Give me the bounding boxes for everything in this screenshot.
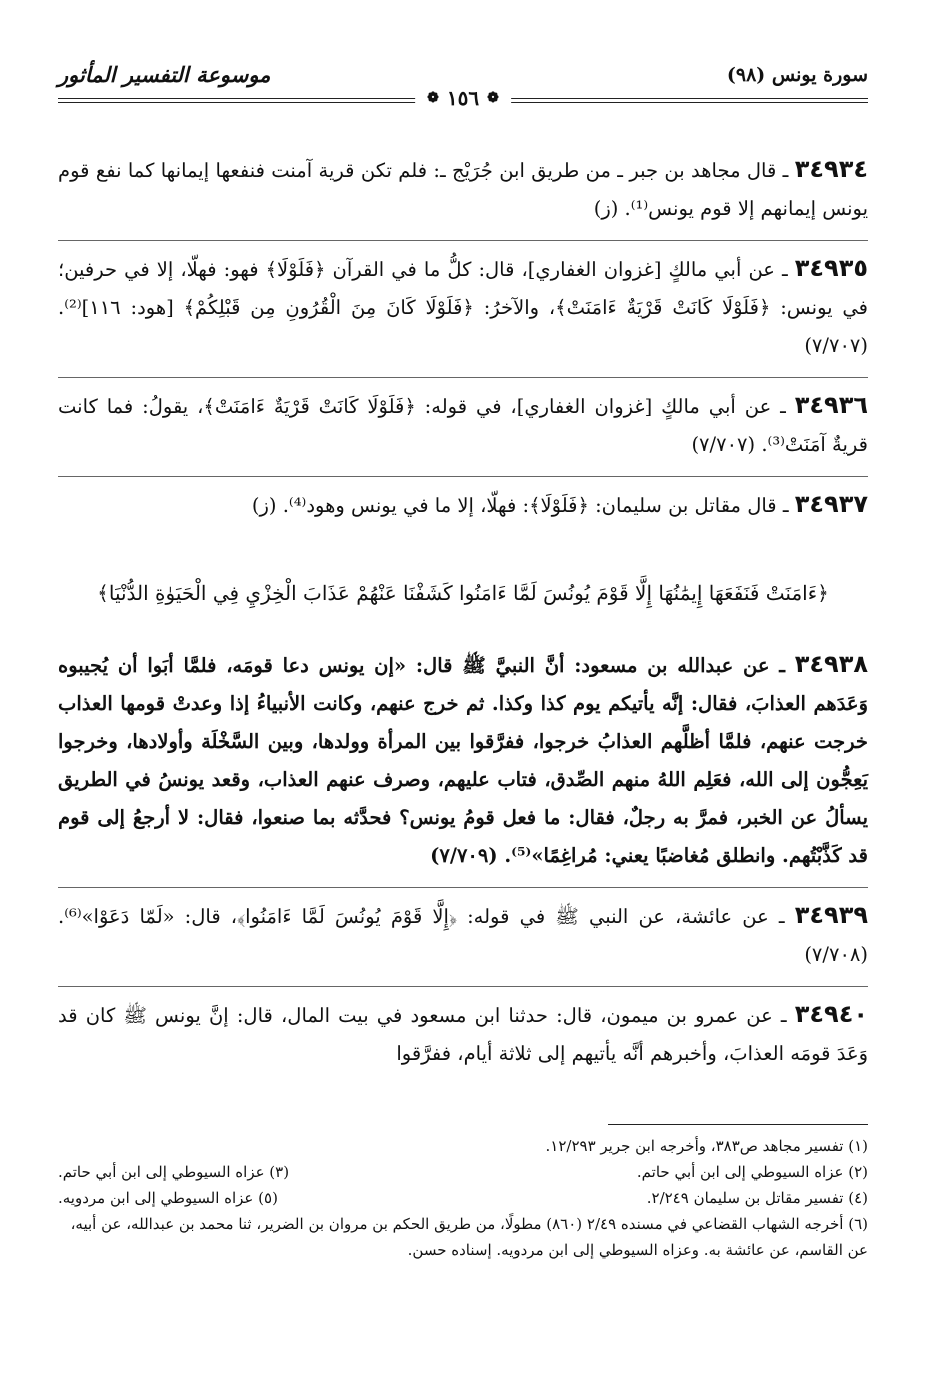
quran-verse: ﴿ءَامَنَتْ فَنَفَعَهَا إِيمَٰنُهَا إِلَّا قَوْمَ يُونُسَ لَمَّا ءَامَنُوا كَشَفْنَا عَنْهُمْ عَذَابَ الْخِزْيِ فِي الْحَيَوٰةِ الدُّنْيَا﴾ [97, 581, 829, 605]
footnote: (٣) عزاه السيوطي إلى ابن أبي حاتم. [58, 1163, 290, 1181]
entry-text: ـ عن عائشة، عن النبي ﷺ في قوله: ﴿إِلَّا قَوْمَ يُونُسَ لَمَّا ءَامَنُوا﴾، قال: «لَمّا دَعَوْا»⁽⁶⁾. (٧/٧٠٨) [58, 905, 868, 966]
entry [58, 645, 868, 881]
footnote-row [58, 1159, 868, 1185]
ornament-icon: ❁ [427, 90, 439, 106]
footnote: (٥) عزاه السيوطي إلى ابن مردويه. [58, 1189, 278, 1207]
page-number-box [415, 86, 511, 110]
entry-number: ٣٤٩٣٧ [794, 490, 868, 518]
entry [58, 485, 868, 531]
entry [58, 386, 868, 470]
footnote-row [58, 1185, 868, 1211]
footnotes [58, 1124, 868, 1263]
entry-text: ـ عن أبي مالكٍ [غزوان الغفاري]، في قوله: ﴿فَلَوْلَا كَانَتْ قَرْيَةٌ ءَامَنَتْ﴾، يقولُ: فما كانت قريةٌ آمَنَتْ⁽³⁾. (٧/٧٠٧) [58, 395, 868, 456]
entry-number: ٣٤٩٣٤ [794, 155, 868, 183]
entry-number: ٣٤٩٤٠ [794, 1000, 868, 1028]
book-page [58, 58, 868, 1259]
footnote-rule [608, 1124, 868, 1125]
divider [58, 986, 868, 987]
surah-title: سورة يونس (٩٨) [726, 64, 868, 86]
footnote: (٦) أخرجه الشهاب القضاعي في مسنده ٢/٤٩ (٨٦٠) مطولًا، من طريق الحكم بن مروان بن الضرير، ثنا محمد بن عبدالله، عن أبيه، عن القاسم، عن عائشة به. وعزاه السيوطي إلى ابن مردويه. إسناده حسن. [70, 1215, 868, 1259]
entry-number: ٣٤٩٣٦ [794, 391, 868, 419]
entry-text: ـ قال مقاتل بن سليمان: ﴿فَلَوْلَا﴾: فهلّا، إلا ما في يونس وهود⁽⁴⁾. (ز) [251, 494, 795, 517]
footnote: (١) تفسير مجاهد ص٣٨٣، وأخرجه ابن جرير ١٢/٢٩٣. [545, 1137, 868, 1155]
divider [58, 240, 868, 241]
entries [58, 150, 868, 1079]
page-number: ١٥٦ [446, 86, 480, 110]
entry-text: ـ عن عبدالله بن مسعود: أنَّ النبيَّ ﷺ قال: «إن يونس دعا قومَه، فلمَّا أبَوا أن يُجيبوه وَعَدَهم العذابَ، فقال: إنَّه يأتيكم يوم كذا وكذا. ثم خرج عنهم، وكانت الأنبياءُ إذا وعدتْ قومها العذاب خرجت عنهم، فلمَّا أظلَّهم العذابُ خرجوا، ففرَّقوا بين المرأة وولدها، وبين السَّخْلَة وأولادها، وخرجوا يَعِجُّون إلى الله، فعَلِم اللهُ منهم الصِّدق، فتاب عليهم، وصرف عنهم العذاب، وقعد يونسُ في الطريق يسألُ عن الخبر، فمرَّ به رجلٌ، فقال: ما فعل قومُ يونس؟ فحدَّثه بما صنعوا، فقال: لا أرجعُ إلى قوم قد كَذَّبْتُهم. وانطلق مُغاضبًا يعني: مُراغِمًا»⁽⁵⁾. (٧/٧٠٩) [58, 654, 868, 867]
entry-text: ـ عن أبي مالكٍ [غزوان الغفاري]، قال: كلُّ ما في القرآن ﴿فَلَوْلَا﴾ فهو: فهلّا، إلا في حرفين؛ في يونس: ﴿فَلَوْلَا كَانَتْ قَرْيَةٌ ءَامَنَتْ﴾، والآخرُ: ﴿فَلَوْلَا كَانَ مِنَ الْقُرُونِ مِن قَبْلِكُمْ﴾ [هود: ١١٦]⁽²⁾. (٧/٧٠٧) [58, 258, 868, 357]
entry-number: ٣٤٩٣٩ [794, 901, 868, 929]
page-header [58, 58, 868, 110]
footnote: (٤) تفسير مقاتل بن سليمان ٢/٢٤٩. [646, 1189, 868, 1207]
book-title: موسوعة التفسير المأثور [58, 62, 271, 87]
entry [58, 150, 868, 234]
entry [58, 249, 868, 371]
footnote: (٢) عزاه السيوطي إلى ابن أبي حاتم. [636, 1163, 868, 1181]
entry [58, 896, 868, 980]
entry-number: ٣٤٩٣٨ [794, 650, 868, 678]
divider [58, 887, 868, 888]
entry-text: ـ عن عمرو بن ميمون، قال: حدثنا ابن مسعود في بيت المال، قال: إنَّ يونس ﷺ كان قد وَعَدَ قومَه العذابَ، وأخبرهم أنَّه يأتيهم إلى ثلاثة أيام، ففرَّقوا [58, 1004, 868, 1065]
entry [58, 995, 868, 1079]
entry-number: ٣٤٩٣٥ [794, 254, 868, 282]
divider [58, 476, 868, 477]
ornament-icon: ❁ [487, 90, 499, 106]
divider [58, 377, 868, 378]
entry-text: ـ قال مجاهد بن جبر ـ من طريق ابن جُرَيْج ـ: فلم تكن قرية آمنت فنفعها إيمانها كما نفع قوم يونس إيمانهم إلا قوم يونس⁽¹⁾. (ز) [58, 159, 868, 220]
